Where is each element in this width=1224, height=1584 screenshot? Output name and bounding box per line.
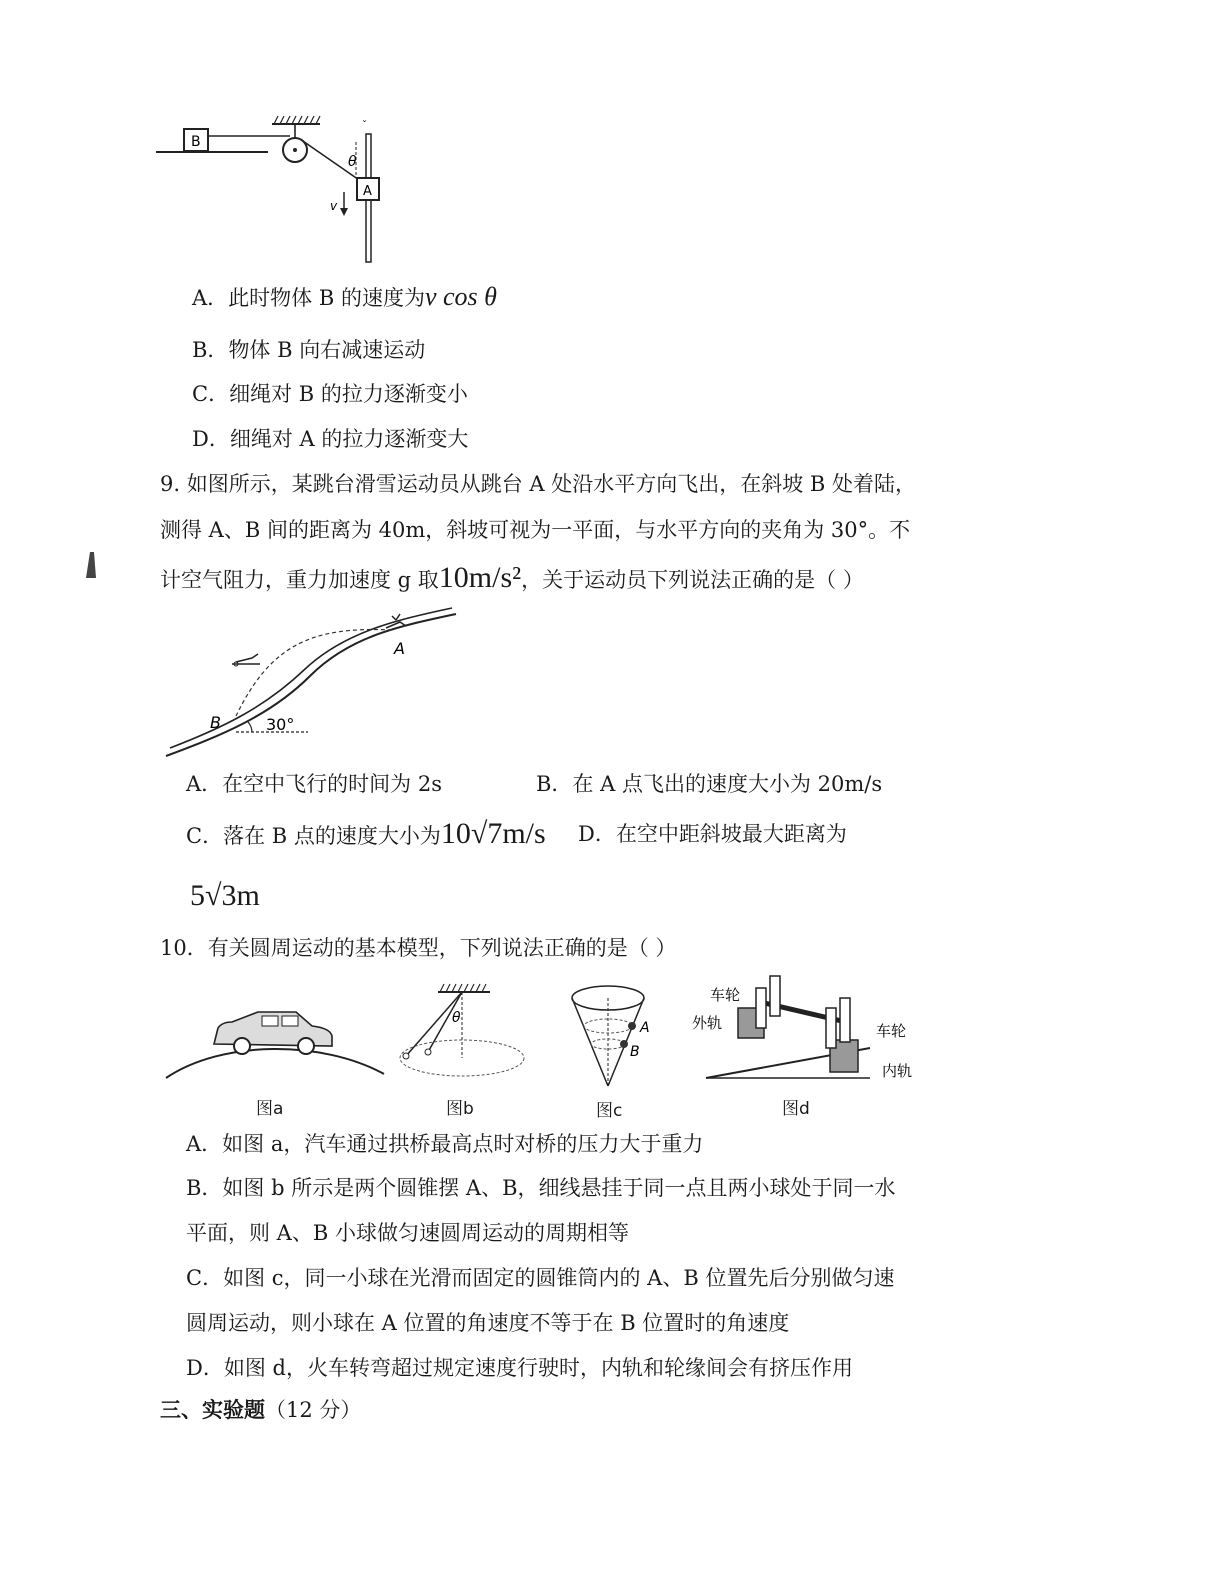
- q9-option-c[interactable]: C．落在 B 点的速度大小为10√7m/s: [186, 817, 546, 850]
- fig-c-label-a: A: [640, 1020, 650, 1036]
- q9-option-b[interactable]: B．在 A 点飞出的速度大小为 20m/s: [536, 772, 883, 796]
- q9-option-a[interactable]: A．在空中飞行的时间为 2s: [186, 772, 442, 796]
- caption-fig-a: 图a: [256, 1099, 284, 1119]
- q10-figure-b: [398, 980, 538, 1084]
- fig-d-outer-rail: 外轨: [692, 1014, 723, 1032]
- formula-5root3: 5√3m: [190, 879, 260, 912]
- q8-option-b[interactable]: B．物体 B 向右减速运动: [192, 338, 426, 362]
- q10-figure-d: [690, 968, 930, 1088]
- q9-number: 9.: [160, 472, 181, 496]
- label-block-b: B: [191, 134, 201, 150]
- margin-mark: [82, 550, 100, 582]
- q9-ski-slope-figure: [160, 606, 470, 766]
- q9-stem-line1: 9. 如图所示，某跳台滑雪运动员从跳台 A 处沿水平方向飞出，在斜坡 B 处着陆，: [160, 472, 917, 496]
- q10-option-b[interactable]: B．如图 b 所示是两个圆锥摆 A、B，细线悬挂于同一点且两小球处于同一水: [186, 1176, 896, 1200]
- velocity-label: v: [330, 199, 338, 213]
- label-block-a: A: [363, 184, 372, 199]
- q10-option-d[interactable]: D．如图 d，火车转弯超过规定速度行驶时，内轨和轮缘间会有挤压作用: [186, 1356, 853, 1380]
- q10-option-b-cont: 平面，则 A、B 小球做匀速圆周运动的周期相等: [186, 1221, 629, 1245]
- formula-g: 10m/s²: [438, 561, 522, 594]
- q10-stem: 10．有关圆周运动的基本模型，下列说法正确的是（ ）: [160, 936, 677, 960]
- q8-pulley-figure: [150, 112, 410, 272]
- q10-figure-a: [162, 1000, 392, 1086]
- section-3-header: [160, 1396, 361, 1424]
- caption-fig-d: 图d: [782, 1099, 810, 1119]
- label-angle-30: 30°: [266, 715, 295, 734]
- q8-option-a[interactable]: A．此时物体 B 的速度为v cos θ: [192, 282, 497, 311]
- q9-option-d[interactable]: D．在空中距斜坡最大距离为: [578, 822, 847, 846]
- fig-d-wheel-right: 车轮: [876, 1022, 907, 1040]
- label-point-b: B: [210, 713, 221, 732]
- fig-c-label-b: B: [630, 1044, 640, 1060]
- q9-stem-line3: 计空气阻力，重力加速度 g 取10m/s²，关于运动员下列说法正确的是（ ）: [160, 561, 864, 594]
- q10-option-c[interactable]: C．如图 c，同一小球在光滑而固定的圆锥筒内的 A、B 位置先后分别做匀速: [186, 1266, 895, 1290]
- section-3-title: 三、实验题: [160, 1397, 265, 1422]
- q8-option-d[interactable]: D．细绳对 A 的拉力逐渐变大: [192, 427, 469, 451]
- section-3-score: （12 分）: [265, 1398, 362, 1422]
- caption-fig-b: 图b: [446, 1099, 474, 1119]
- svg-text:ˇ: ˇ: [362, 120, 367, 131]
- q9-stem-line2: 测得 A、B 间的距离为 40m，斜坡可视为一平面，与水平方向的夹角为 30°。不: [160, 518, 911, 542]
- q8-option-c[interactable]: C．细绳对 B 的拉力逐渐变小: [192, 382, 468, 406]
- label-point-a: A: [394, 639, 405, 658]
- theta-label: θ: [348, 154, 357, 170]
- fig-b-theta: θ: [452, 1010, 461, 1026]
- fig-d-inner-rail: 内轨: [882, 1062, 913, 1080]
- formula-vcos: v cos θ: [424, 282, 497, 311]
- formula-10root7: 10√7m/s: [440, 817, 546, 850]
- q9-option-d-formula: [190, 879, 260, 912]
- q10-option-c-cont: 圆周运动，则小球在 A 位置的角速度不等于在 B 位置时的角速度: [186, 1311, 790, 1335]
- q10-option-a[interactable]: A．如图 a，汽车通过拱桥最高点时对桥的压力大于重力: [186, 1132, 704, 1156]
- caption-fig-c: 图c: [596, 1101, 623, 1121]
- fig-d-wheel-left: 车轮: [710, 986, 741, 1004]
- q10-figure-c: [566, 980, 666, 1092]
